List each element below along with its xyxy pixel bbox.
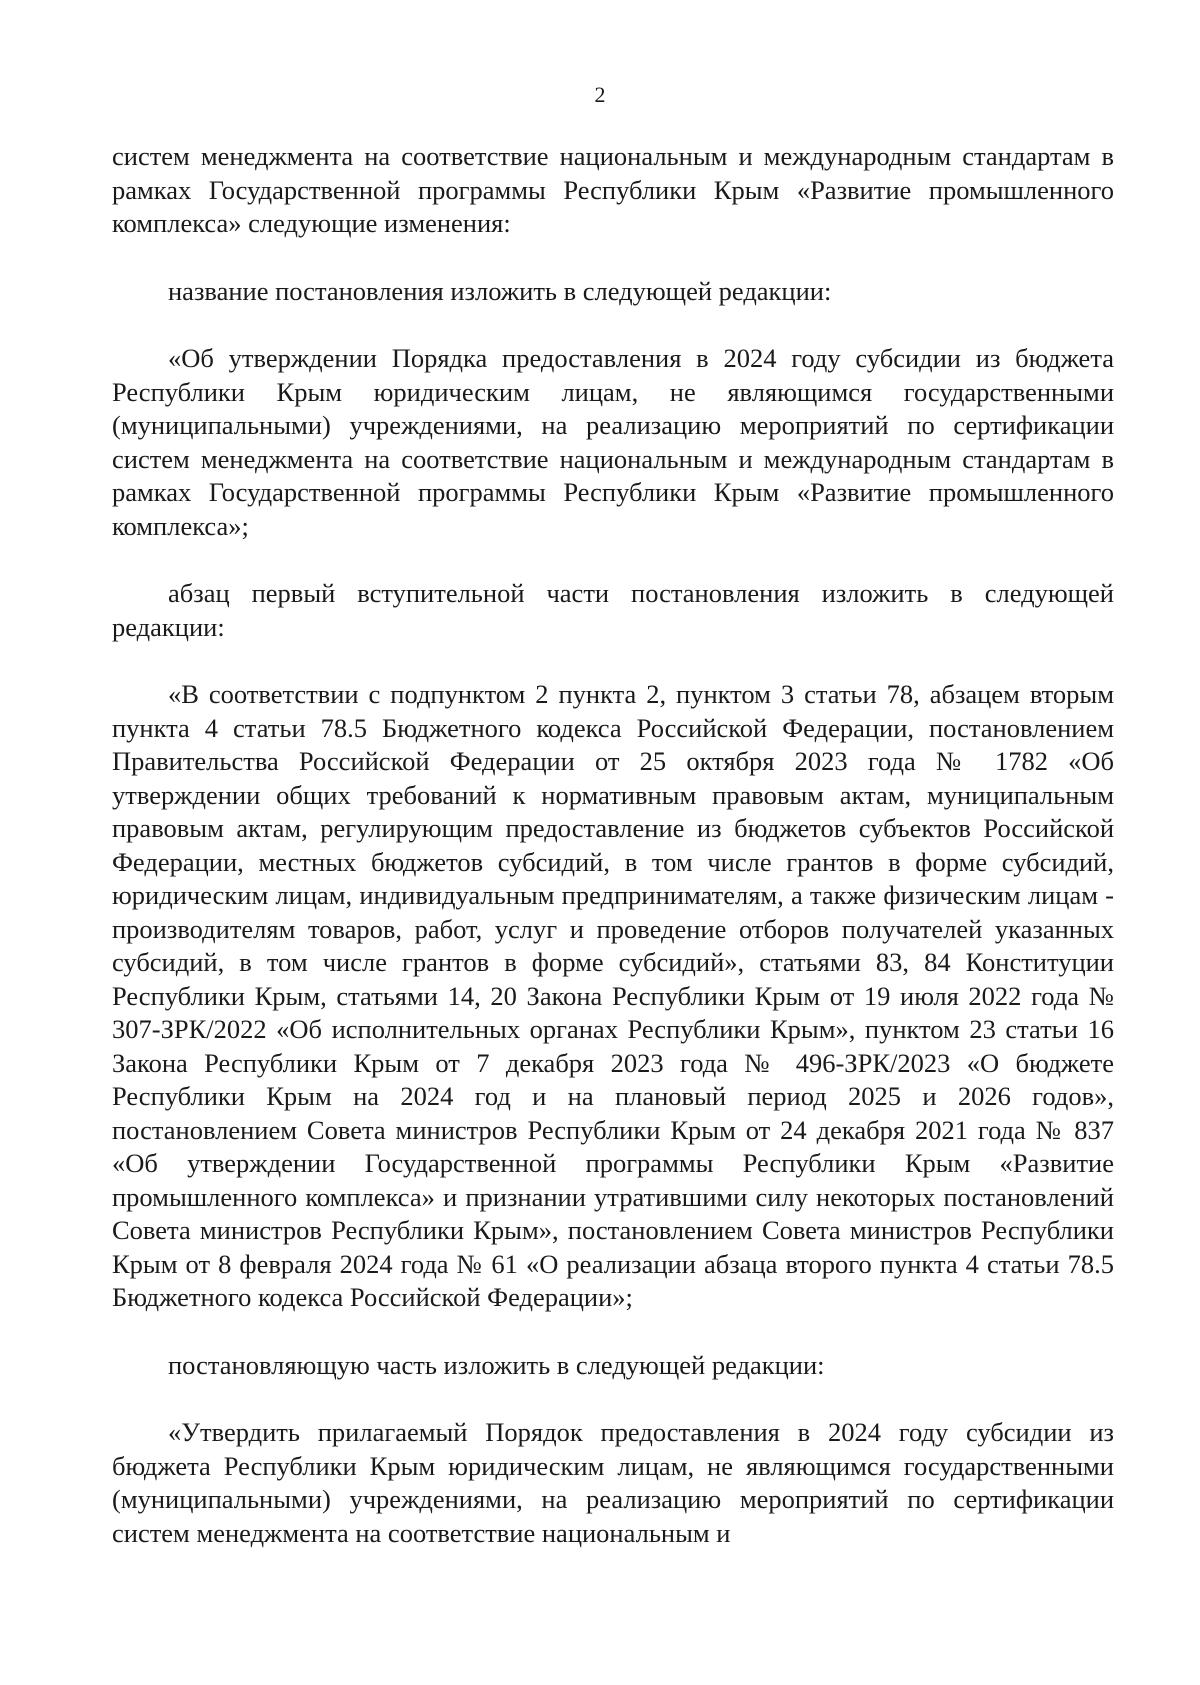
paragraph-operative-change: постановляющую часть изложить в следующей редакции: — [168, 1349, 825, 1380]
paragraph-title-change: название постановления изложить в следующей редакции: — [168, 275, 832, 306]
paragraph-intro-change: абзац первый вступительной части постановления изложить в следующей редакции: — [112, 578, 1114, 642]
paragraph-new-intro: «В соответствии с подпунктом 2 пункта 2, пунктом 3 статьи 78, абзацем вторым пункта 4 статьи 78.5 Бюджетного кодекса Российской Федерации, постановлением Правительства Российской Федерации от 25 октября 2023 года № 1782 «Об утверждении общих требований к нормативным правовым актам, муниципальным правовым актам, регулирующим предоставление из бюджетов субъектов Российской Федерации, местных бюджетов субсидий, в том числе грантов в форме субсидий, юридическим лицам, индивидуальным предпринимателям, а также физическим лицам - производителям товаров, работ, услуг и проведение отборов получателей указанных субсидий, в том числе грантов в форме субсидий», статьями 83, 84 Конституции Республики Крым, статьями 14, 20 Закона Республики Крым от 19 июля 2022 года № 307-ЗРК/2022 «Об исполнительных органах Республики Крым», пунктом 23 статьи 16 Закона Республики Крым от 7 декабря 2023 года № 496-ЗРК/2023 «О бюджете Республики Крым на 2024 год и на плановый период 2025 и 2026 годов», постановлением Совета министров Республики Крым от 24 декабря 2021 года № 837 «Об утверждении Государственной программы Республики Крым «Развитие промышленного комплекса» и признании утратившими силу некоторых постановлений Совета министров Республики Крым», постановлением Совета министров Республики Крым от 8 февраля 2024 года № 61 «О реализации абзаца второго пункта 4 статьи 78.5 Бюджетного кодекса Российской Федерации»; — [112, 679, 1114, 1312]
document-body — [112, 140, 1114, 1550]
paragraph-new-title: «Об утверждении Порядка предоставления в 2024 году субсидии из бюджета Республики Крым юридическим лицам, не являющимся государственными (муниципальными) учреждениями, на реализацию мероприятий по сертификации систем менеджмента на соответствие национальным и международным стандартам в рамках Государственной программы Республики Крым «Развитие промышленного комплекса»; — [112, 343, 1114, 541]
paragraph-continuation: систем менеджмента на соответствие национальным и международным стандартам в рамках Государственной программы Республики Крым «Развитие промышленного комплекса» следующие изменения: — [112, 141, 1114, 238]
paragraph-new-operative: «Утвердить прилагаемый Порядок предоставления в 2024 году субсидии из бюджета Республики Крым юридическим лицам, не являющимся государственными (муниципальными) учреждениями, на реализацию мероприятий по сертификации систем менеджмента на соответствие национальным и — [112, 1417, 1114, 1548]
page-number: 2 — [594, 82, 606, 107]
